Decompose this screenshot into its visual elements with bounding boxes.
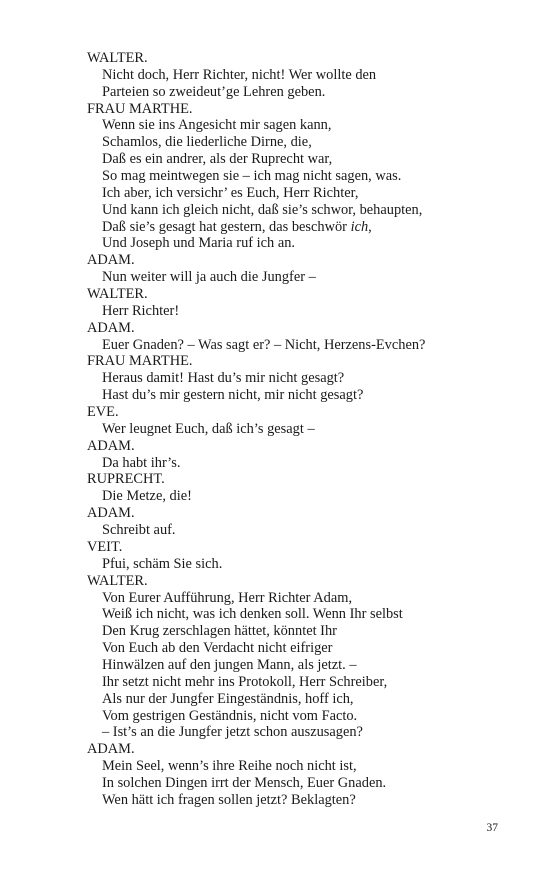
speech-line [87, 235, 527, 252]
speech-line [87, 269, 527, 286]
speech-line [87, 724, 527, 741]
line-text: Von Eurer Aufführung, Herr Richter Adam, [102, 589, 353, 606]
speech-line [87, 455, 527, 472]
line-text: VEIT. [87, 538, 123, 555]
line-text: Weiß ich nicht, was ich denken soll. Wenn Ihr selbst [102, 606, 403, 623]
speaker-name [87, 404, 527, 421]
line-text: Euer Gnaden? – Was sagt er? – Nicht, Herzens-Evchen? [102, 336, 426, 353]
line-text: ADAM. [87, 437, 135, 454]
line-text: Hast du’s mir gestern nicht, mir nicht gesagt? [102, 387, 364, 404]
line-text: Schreibt auf. [102, 522, 176, 539]
line-text: FRAU MARTHE. [87, 353, 193, 370]
speaker-name [87, 505, 527, 522]
line-text: Und kann ich gleich nicht, daß sie’s schwor, behaupten, [102, 201, 423, 218]
speech-line [87, 134, 527, 151]
speech-line [87, 556, 527, 573]
line-text: Daß sie’s gesagt hat gestern, das beschwör [102, 218, 351, 235]
page-number: 37 [486, 822, 498, 834]
line-text: Den Krug zerschlagen hättet, könntet Ihr [102, 623, 337, 640]
speech-line [87, 219, 527, 236]
speech-line [87, 117, 527, 134]
line-text: Als nur der Jungfer Eingeständnis, hoff ich, [102, 690, 354, 707]
line-text: FRAU MARTHE. [87, 100, 193, 117]
speaker-name [87, 252, 527, 269]
speech-line [87, 202, 527, 219]
speech-line [87, 303, 527, 320]
speaker-name [87, 741, 527, 758]
line-text: WALTER. [87, 572, 148, 589]
line-text: Parteien so zweideut’ge Lehren geben. [102, 83, 326, 100]
line-text: Herr Richter! [102, 302, 180, 319]
speech-line [87, 674, 527, 691]
speaker-name [87, 573, 527, 590]
line-text: EVE. [87, 404, 119, 421]
line-text: – Ist’s an die Jungfer jetzt schon auszusagen? [102, 724, 363, 741]
speech-line [87, 168, 527, 185]
line-text: Hinwälzen auf den jungen Mann, als jetzt. – [102, 656, 357, 673]
line-text: RUPRECHT. [87, 471, 165, 488]
line-text: Wen hätt ich fragen sollen jetzt? Beklagten? [102, 791, 356, 808]
line-text: Heraus damit! Hast du’s mir nicht gesagt? [102, 370, 345, 387]
line-text: Wer leugnet Euch, daß ich’s gesagt – [102, 420, 315, 437]
speaker-name [87, 471, 527, 488]
speech-line [87, 657, 527, 674]
speech-line [87, 691, 527, 708]
speaker-name [87, 50, 527, 67]
speech-line [87, 67, 527, 84]
speaker-name [87, 286, 527, 303]
line-text: In solchen Dingen irrt der Mensch, Euer Gnaden. [102, 774, 387, 791]
line-text: ADAM. [87, 741, 135, 758]
line-text: Ihr setzt nicht mehr ins Protokoll, Herr Schreiber, [102, 673, 388, 690]
speech-line [87, 792, 527, 809]
line-text: So mag meintwegen sie – ich mag nicht sagen, was. [102, 168, 402, 185]
emphasized-word: ich [350, 218, 369, 235]
line-text: Da habt ihr’s. [102, 454, 181, 471]
speech-line [87, 488, 527, 505]
speech-line [87, 623, 527, 640]
speech-line [87, 590, 527, 607]
line-text: Schamlos, die liederliche Dirne, die, [102, 134, 312, 151]
speech-line [87, 151, 527, 168]
speech-line [87, 522, 527, 539]
play-text [87, 50, 527, 809]
speech-line [87, 708, 527, 725]
line-text: Nun weiter will ja auch die Jungfer – [102, 269, 316, 286]
speech-line [87, 421, 527, 438]
line-text: Ich aber, ich versichr’ es Euch, Herr Richter, [102, 184, 359, 201]
speaker-name [87, 353, 527, 370]
speaker-name [87, 320, 527, 337]
speech-line [87, 185, 527, 202]
speech-line [87, 337, 527, 354]
speech-line [87, 387, 527, 404]
line-text: Von Euch ab den Verdacht nicht eifriger [102, 640, 333, 657]
speech-line [87, 758, 527, 775]
line-text: WALTER. [87, 286, 148, 303]
speech-line [87, 370, 527, 387]
line-text: Die Metze, die! [102, 488, 192, 505]
line-text: ADAM. [87, 252, 135, 269]
speech-line [87, 606, 527, 623]
speaker-name [87, 438, 527, 455]
speech-line [87, 775, 527, 792]
speaker-name [87, 101, 527, 118]
line-text: ADAM. [87, 319, 135, 336]
line-text: WALTER. [87, 50, 148, 66]
speech-line [87, 84, 527, 101]
line-text: Vom gestrigen Geständnis, nicht vom Facto. [102, 707, 358, 724]
line-text: Nicht doch, Herr Richter, nicht! Wer wollte den [102, 66, 377, 83]
line-text: Pfui, schäm Sie sich. [102, 555, 223, 572]
line-text: Wenn sie ins Angesicht mir sagen kann, [102, 117, 332, 134]
speech-line [87, 640, 527, 657]
line-text: Daß es ein andrer, als der Ruprecht war, [102, 151, 333, 168]
speaker-name [87, 539, 527, 556]
line-text: ADAM. [87, 505, 135, 522]
line-text-tail: , [368, 218, 372, 235]
line-text: Mein Seel, wenn’s ihre Reihe noch nicht ist, [102, 758, 357, 775]
line-text: Und Joseph und Maria ruf ich an. [102, 235, 296, 252]
